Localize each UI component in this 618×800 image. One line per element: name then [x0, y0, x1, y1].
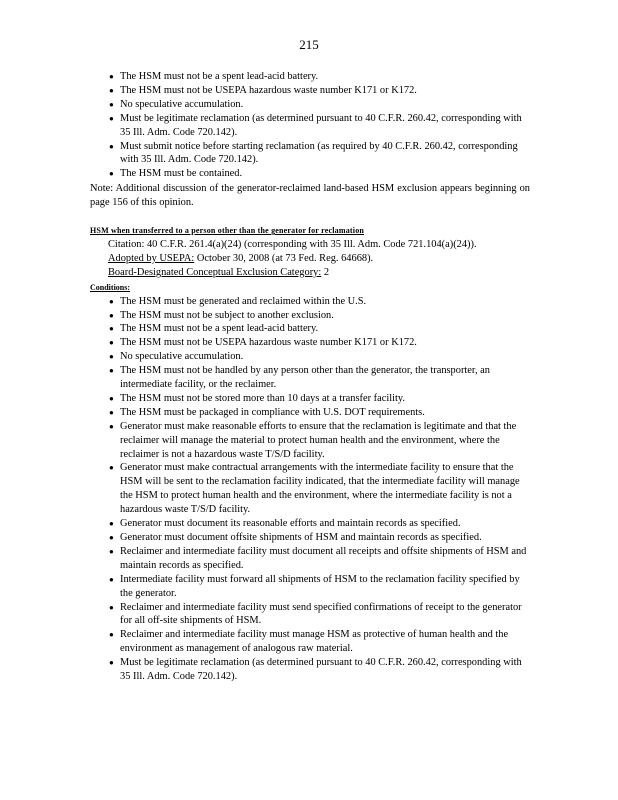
section-heading: HSM when transferred to a person other than the generator for reclamation: [90, 226, 365, 236]
list-item: ● No speculative accumulation.: [108, 98, 530, 112]
list-item: ● Reclaimer and intermediate facility must document all receipts and offsite shipments of HSM and maintain records as specified.: [108, 545, 530, 573]
list-item: ● The HSM must not be stored more than 10 days at a transfer facility.: [108, 392, 530, 406]
list-item: ● The HSM must not be subject to another exclusion.: [108, 309, 530, 323]
list-item: ● The HSM must not be USEPA hazardous waste number K171 or K172.: [108, 84, 530, 98]
list-item: ● Must submit notice before starting reclamation (as required by 40 C.F.R. 260.42, corresponding with 35 Ill. Adm. Code 720.142).: [108, 140, 530, 168]
list-item: ● Intermediate facility must forward all shipments of HSM to the reclamation facility specified by the generator.: [108, 573, 530, 601]
conditions-list: [90, 295, 530, 684]
list-item: ● Reclaimer and intermediate facility must send specified confirmations of receipt to the generator for all off-site shipments of HSM.: [108, 601, 530, 629]
citation-block: [90, 238, 530, 280]
list-item: ● Must be legitimate reclamation (as determined pursuant to 40 C.F.R. 260.42, corresponding with 35 Ill. Adm. Code 720.142).: [108, 112, 530, 140]
list-item: ● The HSM must be generated and reclaimed within the U.S.: [108, 295, 530, 309]
list-item: ● The HSM must be contained.: [108, 167, 530, 181]
top-bullet-list: [90, 70, 530, 181]
list-item: ● Generator must make contractual arrangements with the intermediate facility to ensure that the HSM will be sent to the reclamation facility indicated, that the intermediate facility will manage the HSM to protect human health and the environment, where the intermediate facility is not a hazardous waste T/S/D facility.: [108, 461, 530, 517]
list-item: ● Must be legitimate reclamation (as determined pursuant to 40 C.F.R. 260.42, corresponding with 35 Ill. Adm. Code 720.142).: [108, 656, 530, 684]
page-number: 215: [299, 37, 319, 52]
citation-text: Citation: 40 C.F.R. 261.4(a)(24) (corresponding with 35 Ill. Adm. Code 721.104(a)(24)).: [108, 238, 477, 250]
list-item: ● No speculative accumulation.: [108, 350, 530, 364]
board-category-line: [108, 266, 530, 280]
list-item: ● Generator must make reasonable efforts to ensure that the reclamation is legitimate and that the reclaimer will manage the material to protect human health and the environment, where the reclaimer is not a hazardous waste T/S/D facility.: [108, 420, 530, 462]
list-item: ● The HSM must not be handled by any person other than the generator, the transporter, an intermediate facility, or the reclaimer.: [108, 364, 530, 392]
list-item: ● The HSM must not be a spent lead-acid battery.: [108, 70, 530, 84]
list-item: ● Reclaimer and intermediate facility must manage HSM as protective of human health and the environment as management of analogous raw material.: [108, 628, 530, 656]
list-item: ● Generator must document its reasonable efforts and maintain records as specified.: [108, 517, 530, 531]
board-category-label: Board-Designated Conceptual Exclusion Category:: [108, 266, 322, 278]
list-item: ● The HSM must not be a spent lead-acid battery.: [108, 322, 530, 336]
note-paragraph: Note: Additional discussion of the generator-reclaimed land-based HSM exclusion appears beginning on page 156 of this opinion.: [90, 183, 530, 209]
board-category-value: 2: [323, 266, 330, 278]
list-item: ● The HSM must not be USEPA hazardous waste number K171 or K172.: [108, 336, 530, 350]
adopted-line: [108, 252, 530, 266]
list-item: ● Generator must document offsite shipments of HSM and maintain records as specified.: [108, 531, 530, 545]
adopted-label: Adopted by USEPA:: [108, 252, 195, 264]
adopted-value: October 30, 2008 (at 73 Fed. Reg. 64668).: [196, 252, 374, 264]
conditions-label: Conditions:: [90, 282, 131, 292]
list-item: ● The HSM must be packaged in compliance with U.S. DOT requirements.: [108, 406, 530, 420]
document-body: [90, 70, 530, 684]
